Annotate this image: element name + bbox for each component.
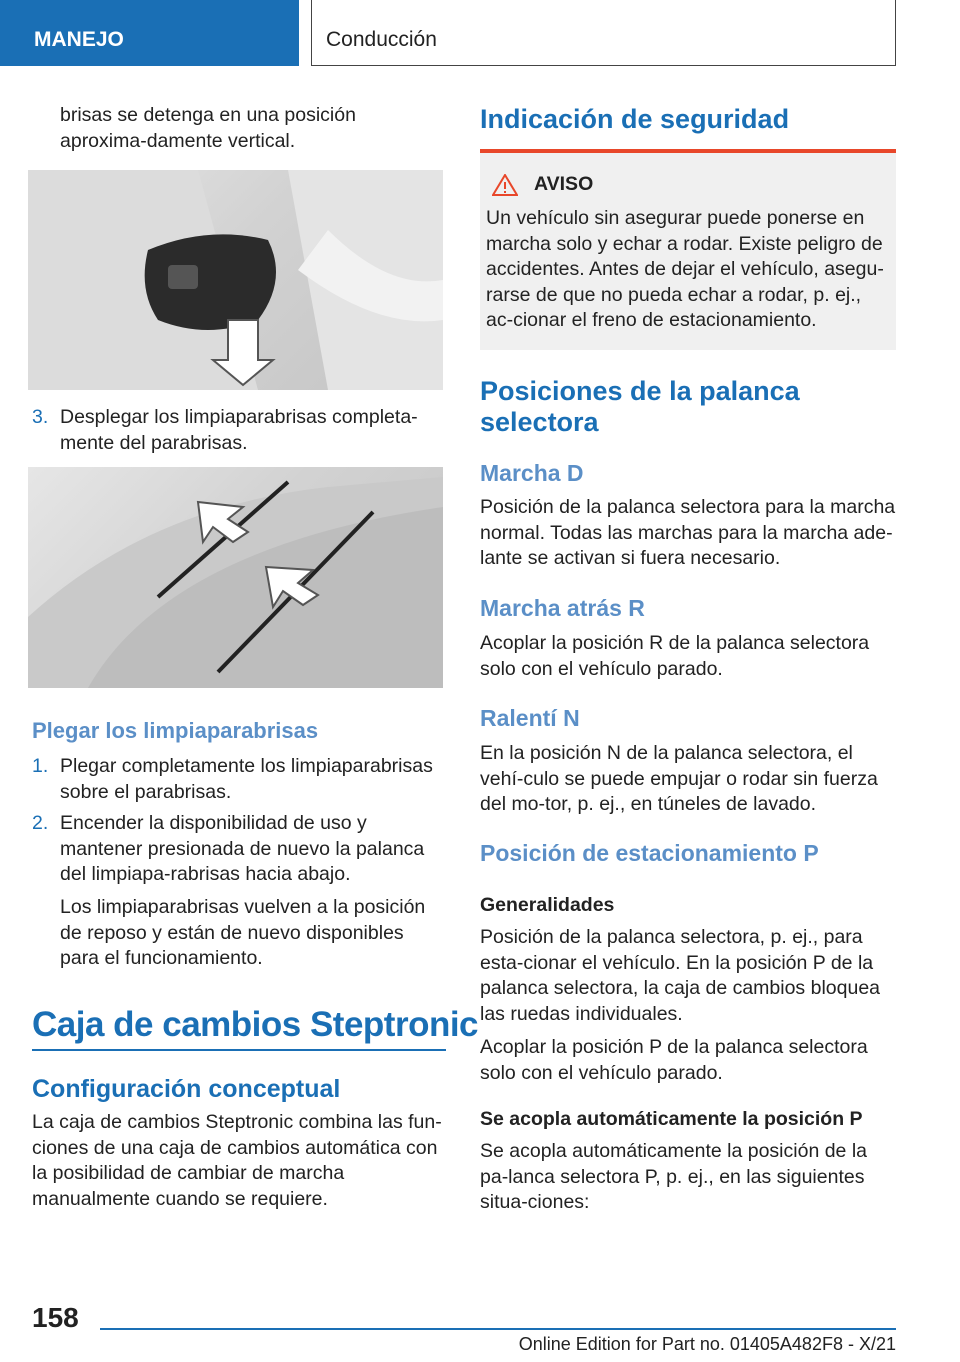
positions-heading: Posiciones de la palanca selectora xyxy=(480,376,800,437)
wiper-mirror-illustration xyxy=(28,170,443,390)
edition-text: Online Edition for Part no. 01405A482F8 - X/21 xyxy=(518,1334,896,1354)
park-heading: Posición de estacionamiento P xyxy=(480,840,819,866)
warning-box xyxy=(480,149,896,350)
fold-step-2-number: 2. xyxy=(32,812,49,834)
fold-note: Los limpiaparabrisas vuelven a la posición de reposo y están de nuevo disponibles para el funcionamiento. xyxy=(60,896,426,969)
concept-heading: Configuración conceptual xyxy=(32,1075,341,1103)
figure-wiper-mirror xyxy=(28,170,443,390)
neutral-heading: Ralentí N xyxy=(480,705,580,731)
warning-label: AVISO xyxy=(534,173,594,195)
fold-wipers-heading: Plegar los limpiaparabrisas xyxy=(32,718,319,743)
step-3-text: Desplegar los limpiaparabrisas completa-mente del parabrisas. xyxy=(60,406,418,454)
concept-text: La caja de cambios Steptronic combina las fun-ciones de una caja de cambios automática con la posibilidad de cambiar de marcha manualmente cuando se requiere. xyxy=(32,1111,442,1210)
step-3-number: 3. xyxy=(32,406,49,428)
drive-heading: Marcha D xyxy=(480,460,584,486)
footer-rule xyxy=(100,1328,896,1330)
wiper-unfold-illustration xyxy=(28,467,443,688)
chapter-header xyxy=(311,0,896,66)
auto-park-text: Se acopla automáticamente la posición de la pa-lanca selectora P, p. ej., en las siguientes situa-ciones: xyxy=(480,1140,867,1213)
figure-wiper-unfold xyxy=(28,467,443,688)
fold-step-2 xyxy=(32,811,450,888)
safety-heading: Indicación de seguridad xyxy=(480,104,790,134)
heading-rule xyxy=(32,1049,446,1051)
reverse-text: Acoplar la posición R de la palanca selectora solo con el vehículo parado. xyxy=(480,632,870,680)
fold-step-2-text: Encender la disponibilidad de uso y mantener presionada de nuevo la palanca del limpiapa-rabrisas hacia abajo. xyxy=(60,812,425,885)
general-heading: Generalidades xyxy=(480,894,615,916)
warning-text: Un vehículo sin asegurar puede ponerse en marcha solo y echar a rodar. Existe peligro de accidentes. Antes de dejar el vehículo, asegu-rarse de que no pueda echar a rodar, p. ej., ac-cionar el freno de estacionamiento. xyxy=(486,207,884,331)
step-3 xyxy=(32,405,446,456)
warning-header xyxy=(492,173,593,196)
general-text-1: Posición de la palanca selectora, p. ej., para esta-cionar el vehículo. En la posición P de la palanca selectora, la caja de cambios bloquea las ruedas individuales. xyxy=(480,926,881,1025)
steptronic-heading: Caja de cambios Steptronic xyxy=(32,1005,479,1044)
fold-step-1-text: Plegar completamente los limpiaparabrisas sobre el parabrisas. xyxy=(60,755,433,803)
auto-park-heading: Se acopla automáticamente la posición P xyxy=(480,1108,863,1130)
warning-triangle-icon xyxy=(492,174,518,196)
intro-text: brisas se detenga en una posición aproxima-damente vertical. xyxy=(60,104,356,152)
section-tab xyxy=(0,0,299,66)
drive-text: Posición de la palanca selectora para la marcha normal. Todas las marchas para la marcha ade-lante se activan si fuera necesario. xyxy=(480,496,896,569)
section-label: MANEJO xyxy=(34,28,124,51)
page-number: 158 xyxy=(32,1302,79,1333)
chapter-label: Conducción xyxy=(326,28,437,51)
reverse-heading: Marcha atrás R xyxy=(480,595,645,621)
neutral-text: En la posición N de la palanca selectora, el vehí-culo se puede empujar o rodar sin fuerza del mo-tor, p. ej., en túneles de lavado. xyxy=(480,742,878,815)
fold-step-1-number: 1. xyxy=(32,755,49,777)
fold-step-1 xyxy=(32,754,446,805)
general-text-2: Acoplar la posición P de la palanca selectora solo con el vehículo parado. xyxy=(480,1036,868,1084)
